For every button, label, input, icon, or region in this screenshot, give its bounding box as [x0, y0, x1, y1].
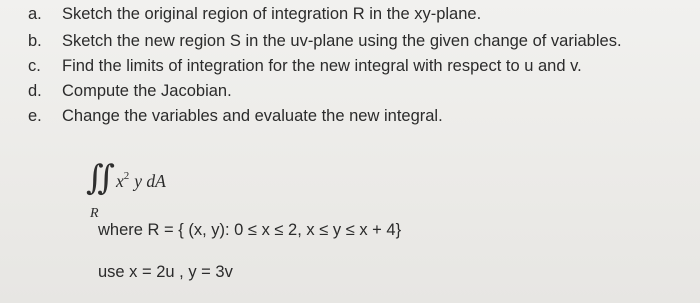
integrand-base: x [116, 171, 124, 191]
part-e [28, 106, 443, 126]
double-integral [86, 158, 206, 224]
integrand-exponent: 2 [123, 170, 130, 182]
double-integral-sign: ∬ [86, 158, 105, 198]
part-text: Compute the Jacobian. [62, 82, 232, 100]
integrand [116, 170, 166, 192]
part-marker: b. [28, 32, 42, 50]
part-text: Sketch the new region S in the uv-plane using the given change of variables. [62, 32, 622, 50]
part-a [28, 4, 482, 24]
part-marker: c. [28, 57, 41, 75]
part-text: Sketch the original region of integration R in the xy-plane. [62, 5, 482, 23]
part-c [28, 56, 582, 76]
part-marker: e. [28, 107, 42, 125]
part-b [28, 31, 622, 51]
integrand-rest: y dA [134, 171, 166, 191]
part-text: Change the variables and evaluate the new integral. [62, 107, 443, 125]
change-of-variables: use x = 2u , y = 3v [98, 263, 233, 281]
part-d [28, 81, 232, 101]
region-subscript: R [90, 206, 99, 221]
part-text: Find the limits of integration for the new integral with respect to u and v. [62, 57, 582, 75]
region-definition: where R = { (x, y): 0 ≤ x ≤ 2, x ≤ y ≤ x + 4} [98, 221, 402, 239]
part-marker: a. [28, 5, 42, 23]
part-marker: d. [28, 82, 42, 100]
